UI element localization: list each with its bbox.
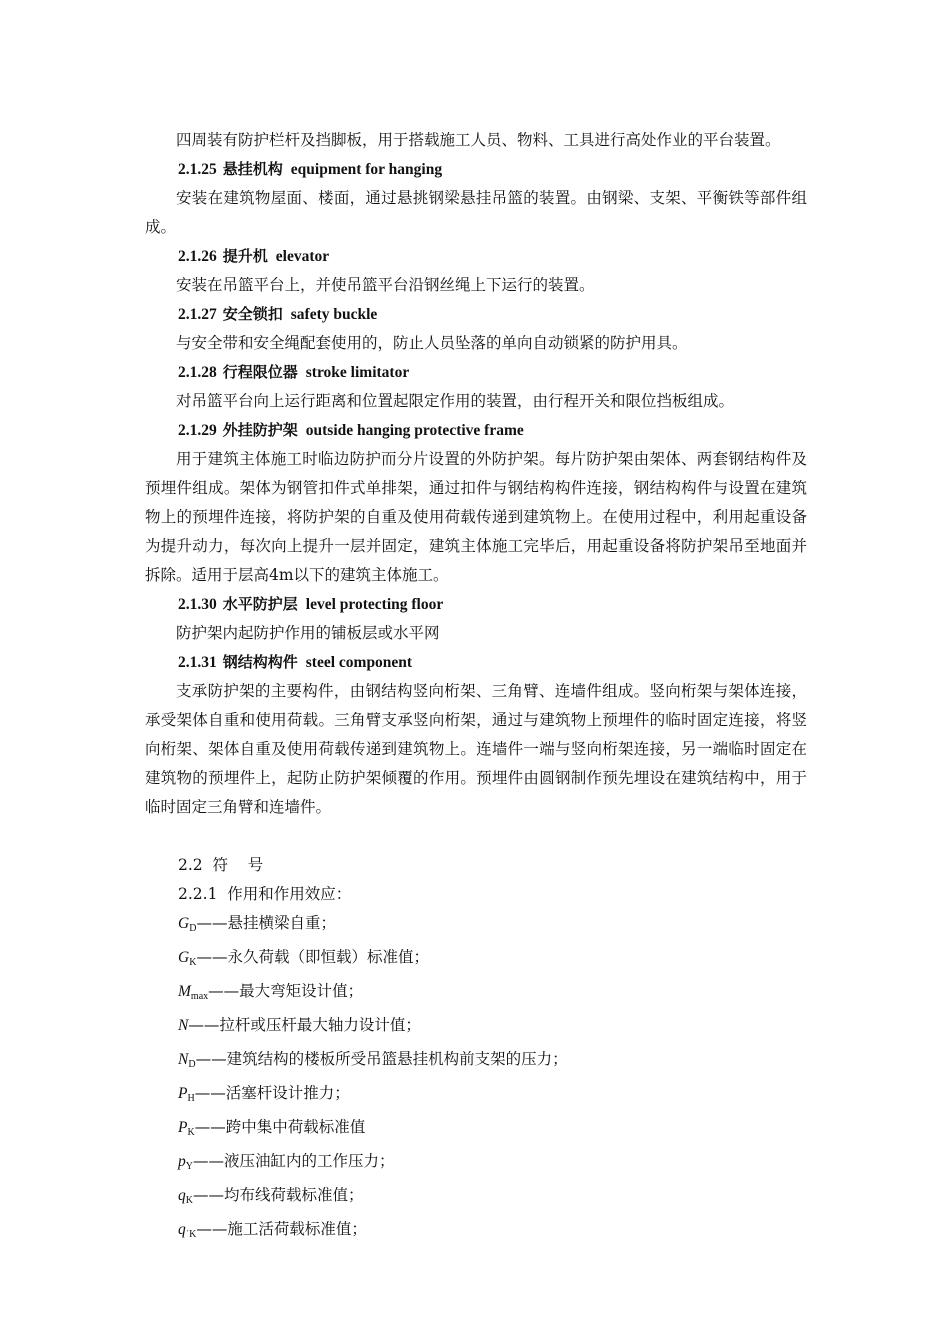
symbol-definition	[145, 977, 807, 1011]
term-heading	[145, 648, 807, 677]
symbol-subscript: K	[185, 1195, 193, 1206]
symbol-text: ——建筑结构的楼板所受吊篮悬挂机构前支架的压力；	[195, 1050, 568, 1068]
symbol-main: N	[178, 1017, 189, 1034]
term-chinese-name: 水平防护层	[222, 595, 298, 613]
symbol-text: ——悬挂横梁自重；	[196, 914, 336, 932]
term-heading	[145, 242, 807, 271]
symbol-subscript: Y	[185, 1161, 193, 1172]
term-description: 安装在建筑物屋面、楼面，通过悬挑钢梁悬挂吊篮的装置。由钢梁、支架、平衡铁等部件组成。	[145, 189, 807, 236]
symbol-definition	[145, 909, 807, 943]
symbol-definition	[145, 1045, 807, 1079]
symbol-definition	[145, 1079, 807, 1113]
symbol-main: P	[178, 1085, 188, 1102]
term-heading	[145, 300, 807, 329]
symbol-subscript: D	[188, 1059, 196, 1070]
symbol-text: ——最大弯矩设计值；	[208, 982, 364, 1000]
document-body	[145, 126, 807, 1249]
term-english-name: equipment for hanging	[290, 161, 443, 178]
term-description: 对吊篮平台向上运行距离和位置起限定作用的装置，由行程开关和限位挡板组成。	[176, 392, 735, 410]
symbol-text: ——施工活荷载标准值；	[196, 1220, 367, 1238]
symbol-definition	[145, 1215, 807, 1249]
section-subheading: 2.2.1 作用和作用效应：	[178, 885, 352, 903]
symbol-main: G	[178, 915, 190, 932]
term-english-name: steel component	[305, 654, 413, 671]
symbol-subscript: max	[190, 991, 209, 1002]
section-spacer	[145, 822, 807, 851]
symbol-main: M	[178, 983, 191, 1000]
symbol-definition	[145, 1181, 807, 1215]
symbol-text: ——均布线荷载标准值；	[192, 1186, 364, 1204]
symbol-main: p	[178, 1153, 186, 1170]
term-description: 与安全带和安全绳配套使用的，防止人员坠落的单向自动锁紧的防护用具。	[176, 334, 688, 352]
symbol-text: ——拉杆或压杆最大轴力设计值；	[188, 1016, 421, 1034]
term-number: 2.1.28	[178, 364, 217, 381]
symbol-subscript: H	[187, 1093, 195, 1104]
term-number: 2.1.26	[178, 248, 217, 265]
term-number: 2.1.25	[178, 161, 217, 178]
symbol-main: q	[178, 1221, 186, 1238]
term-description: 安装在吊篮平台上，并使吊篮平台沿钢丝绳上下运行的装置。	[176, 276, 595, 294]
term-description: 支承防护架的主要构件，由钢结构竖向桁架、三角臂、连墙件组成。竖向桁架与架体连接，承受架体自重和使用荷载。三角臂支承竖向桁架，通过与建筑物上预埋件的临时固定连接，将竖向桁架、架体自重及使用荷载传递到建筑物上。连墙件一端与竖向桁架连接，另一端临时固定在建筑物的预埋件上，起防止防护架倾覆的作用。预埋件由圆钢制作预先埋设在建筑结构中，用于临时固定三角臂和连墙件。	[145, 682, 807, 816]
symbol-definition	[145, 943, 807, 977]
symbol-text: ——活塞杆设计推力；	[194, 1084, 350, 1102]
term-chinese-name: 安全锁扣	[222, 305, 283, 323]
term-number: 2.1.27	[178, 306, 217, 323]
term-chinese-name: 钢结构构件	[222, 653, 298, 671]
term-number: 2.1.29	[178, 422, 217, 439]
term-chinese-name: 提升机	[222, 247, 268, 265]
term-english-name: level protecting floor	[305, 596, 444, 613]
symbol-main: q	[178, 1187, 186, 1204]
term-description: 防护架内起防护作用的铺板层或水平网	[176, 624, 440, 642]
symbol-definition	[145, 1011, 807, 1045]
term-number: 2.1.31	[178, 654, 217, 671]
symbol-subscript: K	[189, 957, 197, 968]
term-description: 用于建筑主体施工时临边防护而分片设置的外防护架。每片防护架由架体、两套钢结构件及预埋件组成。架体为钢管扣件式单排架，通过扣件与钢结构构件连接，钢结构构件与设置在建筑物上的预埋件连接，将防护架的自重及使用荷载传递到建筑物上。在使用过程中，利用起重设备为提升动力，每次向上提升一层并固定，建筑主体施工完毕后，用起重设备将防护架吊至地面并拆除。适用于层高4m以下的建筑主体施工。	[145, 450, 807, 584]
term-heading	[145, 590, 807, 619]
intro-paragraph: 四周装有防护栏杆及挡脚板，用于搭载施工人员、物料、工具进行高处作业的平台装置。	[176, 131, 781, 149]
term-chinese-name: 悬挂机构	[222, 160, 283, 178]
term-english-name: safety buckle	[290, 306, 378, 323]
term-chinese-name: 外挂防护架	[222, 421, 298, 439]
term-english-name: outside hanging protective frame	[305, 422, 524, 439]
symbol-text: ——液压油缸内的工作压力；	[192, 1152, 395, 1170]
symbol-main: N	[178, 1051, 189, 1068]
symbol-subscript: ˈK	[185, 1229, 197, 1240]
term-heading	[145, 155, 807, 184]
symbol-subscript: D	[189, 923, 197, 934]
symbol-text: ——跨中集中荷载标准值	[194, 1118, 366, 1136]
symbol-definition	[145, 1113, 807, 1147]
term-english-name: elevator	[275, 248, 330, 265]
term-heading	[145, 416, 807, 445]
symbol-text: ——永久荷载（即恒载）标准值；	[196, 948, 429, 966]
term-number: 2.1.30	[178, 596, 217, 613]
symbol-main: G	[178, 949, 190, 966]
symbol-main: P	[178, 1119, 188, 1136]
term-chinese-name: 行程限位器	[222, 363, 298, 381]
symbol-definition	[145, 1147, 807, 1181]
section-heading: 2.2 符 号	[178, 856, 264, 874]
term-heading	[145, 358, 807, 387]
term-english-name: stroke limitator	[305, 364, 410, 381]
symbol-subscript: K	[187, 1127, 195, 1138]
